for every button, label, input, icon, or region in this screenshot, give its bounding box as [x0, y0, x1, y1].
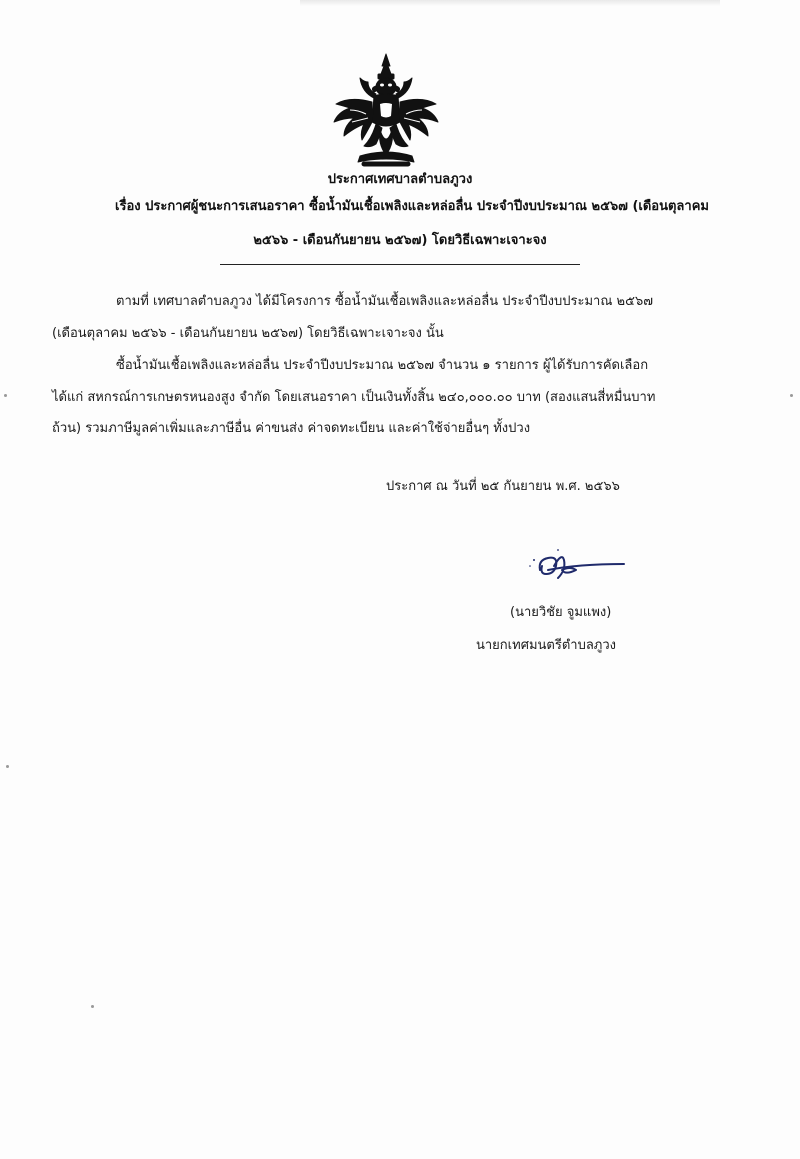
scan-speck — [91, 1005, 94, 1008]
paragraph2-line1: ซื้อน้ำมันเชื้อเพลิงและหล่อลื่น ประจำปีงบประมาณ ๒๕๖๗ จำนวน ๑ รายการ ผู้ได้รับการคัดเลือก — [116, 358, 649, 373]
paragraph2-line2: ได้แก่ สหกรณ์การเกษตรหนองสูง จำกัด โดยเสนอราคา เป็นเงินทั้งสิ้น ๒๔๐,๐๐๐.๐๐ บาท (สองแสนสี่หมื่นบาท — [52, 390, 656, 405]
scan-edge-shadow — [300, 0, 720, 6]
paragraph2-line3: ถ้วน) รวมภาษีมูลค่าเพิ่มและภาษีอื่น ค่าขนส่ง ค่าจดทะเบียน และค่าใช้จ่ายอื่นๆ ทั้งปวง — [52, 421, 531, 436]
announcement-date: ประกาศ ณ วันที่ ๒๕ กันยายน พ.ศ. ๒๕๖๖ — [386, 479, 620, 494]
signer-name: (นายวิชัย จูมแพง) — [510, 605, 612, 620]
notice-title: ประกาศเทศบาลตำบลภูวง — [327, 172, 473, 187]
notice-subject-line2: ๒๕๖๖ - เดือนกันยายน ๒๕๖๗) โดยวิธีเฉพาะเจาะจง — [253, 233, 547, 248]
paragraph1-line2: (เดือนตุลาคม ๒๕๖๖ - เดือนกันยายน ๒๕๖๗) โดยวิธีเฉพาะเจาะจง นั้น — [52, 326, 444, 341]
title-divider — [220, 264, 580, 265]
garuda-emblem-icon — [330, 52, 442, 170]
paragraph1-line1: ตามที่ เทศบาลตำบลภูวง ได้มีโครงการ ซื้อน้ำมันเชื้อเพลิงและหล่อลื่น ประจำปีงบประมาณ ๒๕๖๗ — [116, 294, 653, 309]
scan-speck — [6, 765, 9, 768]
signer-position: นายกเทศมนตรีตำบลภูวง — [476, 638, 616, 653]
scan-speck — [4, 394, 7, 397]
notice-subject-line1: เรื่อง ประกาศผู้ชนะการเสนอราคา ซื้อน้ำมันเชื้อเพลิงและหล่อลื่น ประจำปีงบประมาณ ๒๕๖๗ (เดือนตุลาคม — [115, 199, 709, 214]
handwritten-signature — [518, 540, 628, 590]
scan-speck — [790, 394, 793, 397]
